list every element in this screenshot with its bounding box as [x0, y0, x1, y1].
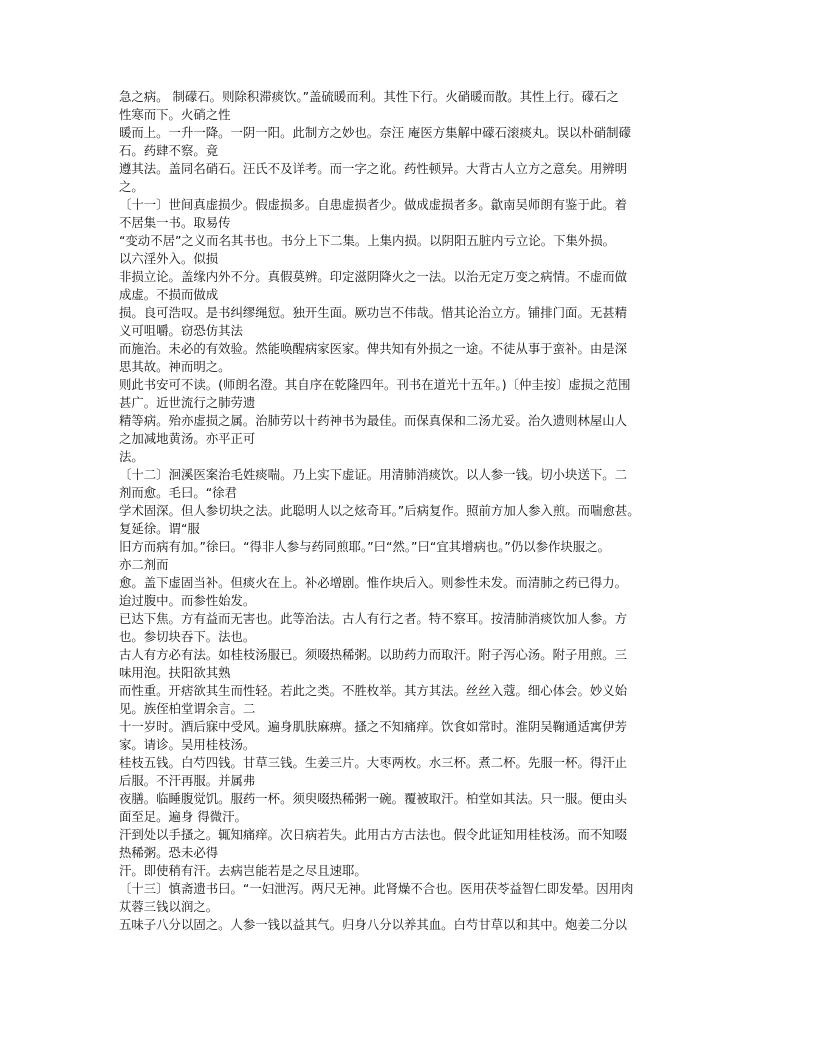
- paragraph: [119, 376, 639, 412]
- paragraph: [119, 124, 639, 160]
- paragraph: [119, 502, 639, 538]
- text-line: 损。良可浩叹。是书纠缪绳愆。独开生面。厥功岂不伟哉。惜其论治立方。铺排门面。无甚精: [119, 305, 628, 320]
- text-line: 家。请诊。吴用桂枝汤。: [119, 737, 256, 752]
- text-line: 汗。即使稍有汗。去病岂能若是之尽且速耶。: [119, 863, 367, 878]
- paragraph: [119, 88, 639, 124]
- text-line: 〔十一〕世间真虚损少。假虚损多。自患虚损者少。做成虚损者多。歙南吴师朗有鉴于此。着: [119, 197, 628, 212]
- text-line: 甚广。近世流行之肺劳遗: [119, 395, 256, 410]
- paragraph: [119, 304, 639, 340]
- paragraph: [119, 538, 639, 574]
- text-line: 急之病。 制礞石。则除积滞痰饮。”盖硫暖而利。其性下行。火硝暖而散。其性上行。礞石之: [119, 89, 619, 104]
- paragraph: [119, 412, 639, 448]
- text-line: 热稀粥。恐未必得: [119, 845, 219, 860]
- paragraph: [119, 268, 639, 304]
- text-line: 〔十二〕洄溪医案治毛姓痰喘。乃上实下虚证。用清肺消痰饮。以人参一钱。切小块送下。二: [119, 467, 628, 482]
- paragraph: [119, 340, 639, 376]
- text-line: 义可咀嚼。窃恐仿其法: [119, 323, 243, 338]
- text-line: 则此书安可不读。(师朗名澄。其自序在乾隆四年。刊书在道光十五年。)〔仲圭按〕虚损之范围: [119, 377, 631, 392]
- text-line: 不居集一书。取易传: [119, 215, 231, 230]
- paragraph: [119, 448, 639, 466]
- text-line: 以六淫外入。似损: [119, 251, 219, 266]
- text-line: 遵其法。盖同名硝石。汪氏不及详考。而一字之讹。药性顿异。大背古人立方之意矣。用辨明: [119, 161, 628, 176]
- paragraph: [119, 466, 639, 502]
- text-line: 之加减地黄汤。亦平正可: [119, 431, 256, 446]
- text-line: 也。参切块吞下。法也。: [119, 629, 256, 644]
- text-line: 思其故。神而明之。: [119, 359, 231, 374]
- text-line: 味用泡。扶阳欲其熟: [119, 665, 231, 680]
- text-line: 十一岁时。酒后寐中受风。遍身肌肤麻痹。搔之不知痛痒。饮食如常时。淮阴吴鞠通适寓伊芳: [119, 719, 628, 734]
- text-line: 成虚。不损而做成: [119, 287, 219, 302]
- text-line: 迨过腹中。而参性始发。: [119, 593, 256, 608]
- text-line: 五味子八分以固之。人参一钱以益其气。归身八分以养其血。白芍甘草以和其中。炮姜二分以: [119, 917, 628, 932]
- paragraph: [119, 574, 639, 610]
- text-line: 〔十三〕慎斋遗书曰。“一妇泄泻。两尺无神。此肾燥不合也。医用茯苓益智仁即发晕。因用肉: [119, 881, 634, 896]
- text-line: 桂枝五钱。白芍四钱。甘草三钱。生姜三片。大枣两枚。水三杯。煮二杯。先服一杯。得汗止: [119, 755, 628, 770]
- text-line: 性寒而下。火硝之性: [119, 107, 231, 122]
- paragraph: [119, 826, 639, 862]
- text-line: 后服。不汗再服。并属弗: [119, 773, 256, 788]
- text-line: 法。: [119, 449, 144, 464]
- text-line: 苁蓉三钱以润之。: [119, 899, 219, 914]
- text-line: 石。药肆不察。竟: [119, 143, 219, 158]
- text-line: 汗到处以手搔之。辄知痛痒。次日病若失。此用古方古法也。假令此证知用桂枝汤。而不知啜: [119, 827, 628, 842]
- paragraph: [119, 196, 639, 232]
- text-line: “变动不居”之义而名其书也。书分上下二集。上集内损。以阴阳五脏内亏立论。下集外损。: [119, 233, 616, 248]
- text-line: 已达下焦。方有益而无害也。此等治法。古人有行之者。特不察耳。按清肺消痰饮加人参。方: [119, 611, 628, 626]
- paragraph: [119, 232, 639, 268]
- text-line: 古人有方必有法。如桂枝汤服已。须啜热稀粥。以助药力而取汗。附子泻心汤。附子用煎。三: [119, 647, 628, 662]
- text-line: 愈。盖下虚固当补。但痰火在上。补必增剧。惟作块后入。则参性未发。而清肺之药已得力。: [119, 575, 628, 590]
- text-line: 非损立论。盖缘内外不分。真假莫辨。印定滋阴降火之一法。以治无定万变之病情。不虚而做: [119, 269, 628, 284]
- document-page: [119, 88, 639, 934]
- text-line: 旧方而病有加。”徐曰。“得非人参与药同煎耶。”曰“然。”曰“宜其增病也。”仍以参作块服之。: [119, 539, 610, 554]
- text-line: 复延徐。谓“服: [119, 521, 200, 536]
- paragraph: [119, 862, 639, 880]
- paragraph: [119, 790, 639, 826]
- text-line: 而性重。开痞欲其生而性轻。若此之类。不胜枚举。其方其法。丝丝入蔻。细心体会。妙义始: [119, 683, 628, 698]
- text-line: 暖而上。一升一降。一阴一阳。此制方之妙也。奈汪 庵医方集解中礞石滚痰丸。误以朴硝制礞: [119, 125, 631, 140]
- text-line: 亦二剂而: [119, 557, 169, 572]
- text-line: 学术固深。但人参切块之法。此聪明人以之炫奇耳。”后病复作。照前方加人参入煎。而喘愈甚。: [119, 503, 640, 518]
- text-line: 而施治。未必的有效验。然能唤醒病家医家。俾共知有外损之一途。不徒从事于蛮补。由是深: [119, 341, 628, 356]
- text-line: 夜膳。临睡腹觉饥。服药一杯。须臾啜热稀粥一碗。覆被取汗。柏堂如其法。只一服。便由头: [119, 791, 628, 806]
- text-line: 精等病。殆亦虚损之属。治肺劳以十药神书为最佳。而保真保和二汤尤妥。治久遗则林屋山人: [119, 413, 628, 428]
- paragraph: [119, 754, 639, 790]
- paragraph: [119, 646, 639, 682]
- paragraph: [119, 682, 639, 718]
- text-line: 之。: [119, 179, 144, 194]
- paragraph: [119, 718, 639, 754]
- text-line: 见。族侄柏堂谓余言。二: [119, 701, 256, 716]
- text-line: 剂而愈。毛曰。“徐君: [119, 485, 237, 500]
- paragraph: [119, 160, 639, 196]
- paragraph: [119, 610, 639, 646]
- paragraph: [119, 880, 639, 916]
- paragraph: [119, 916, 639, 934]
- text-line: 面至足。遍身 得微汗。: [119, 809, 247, 824]
